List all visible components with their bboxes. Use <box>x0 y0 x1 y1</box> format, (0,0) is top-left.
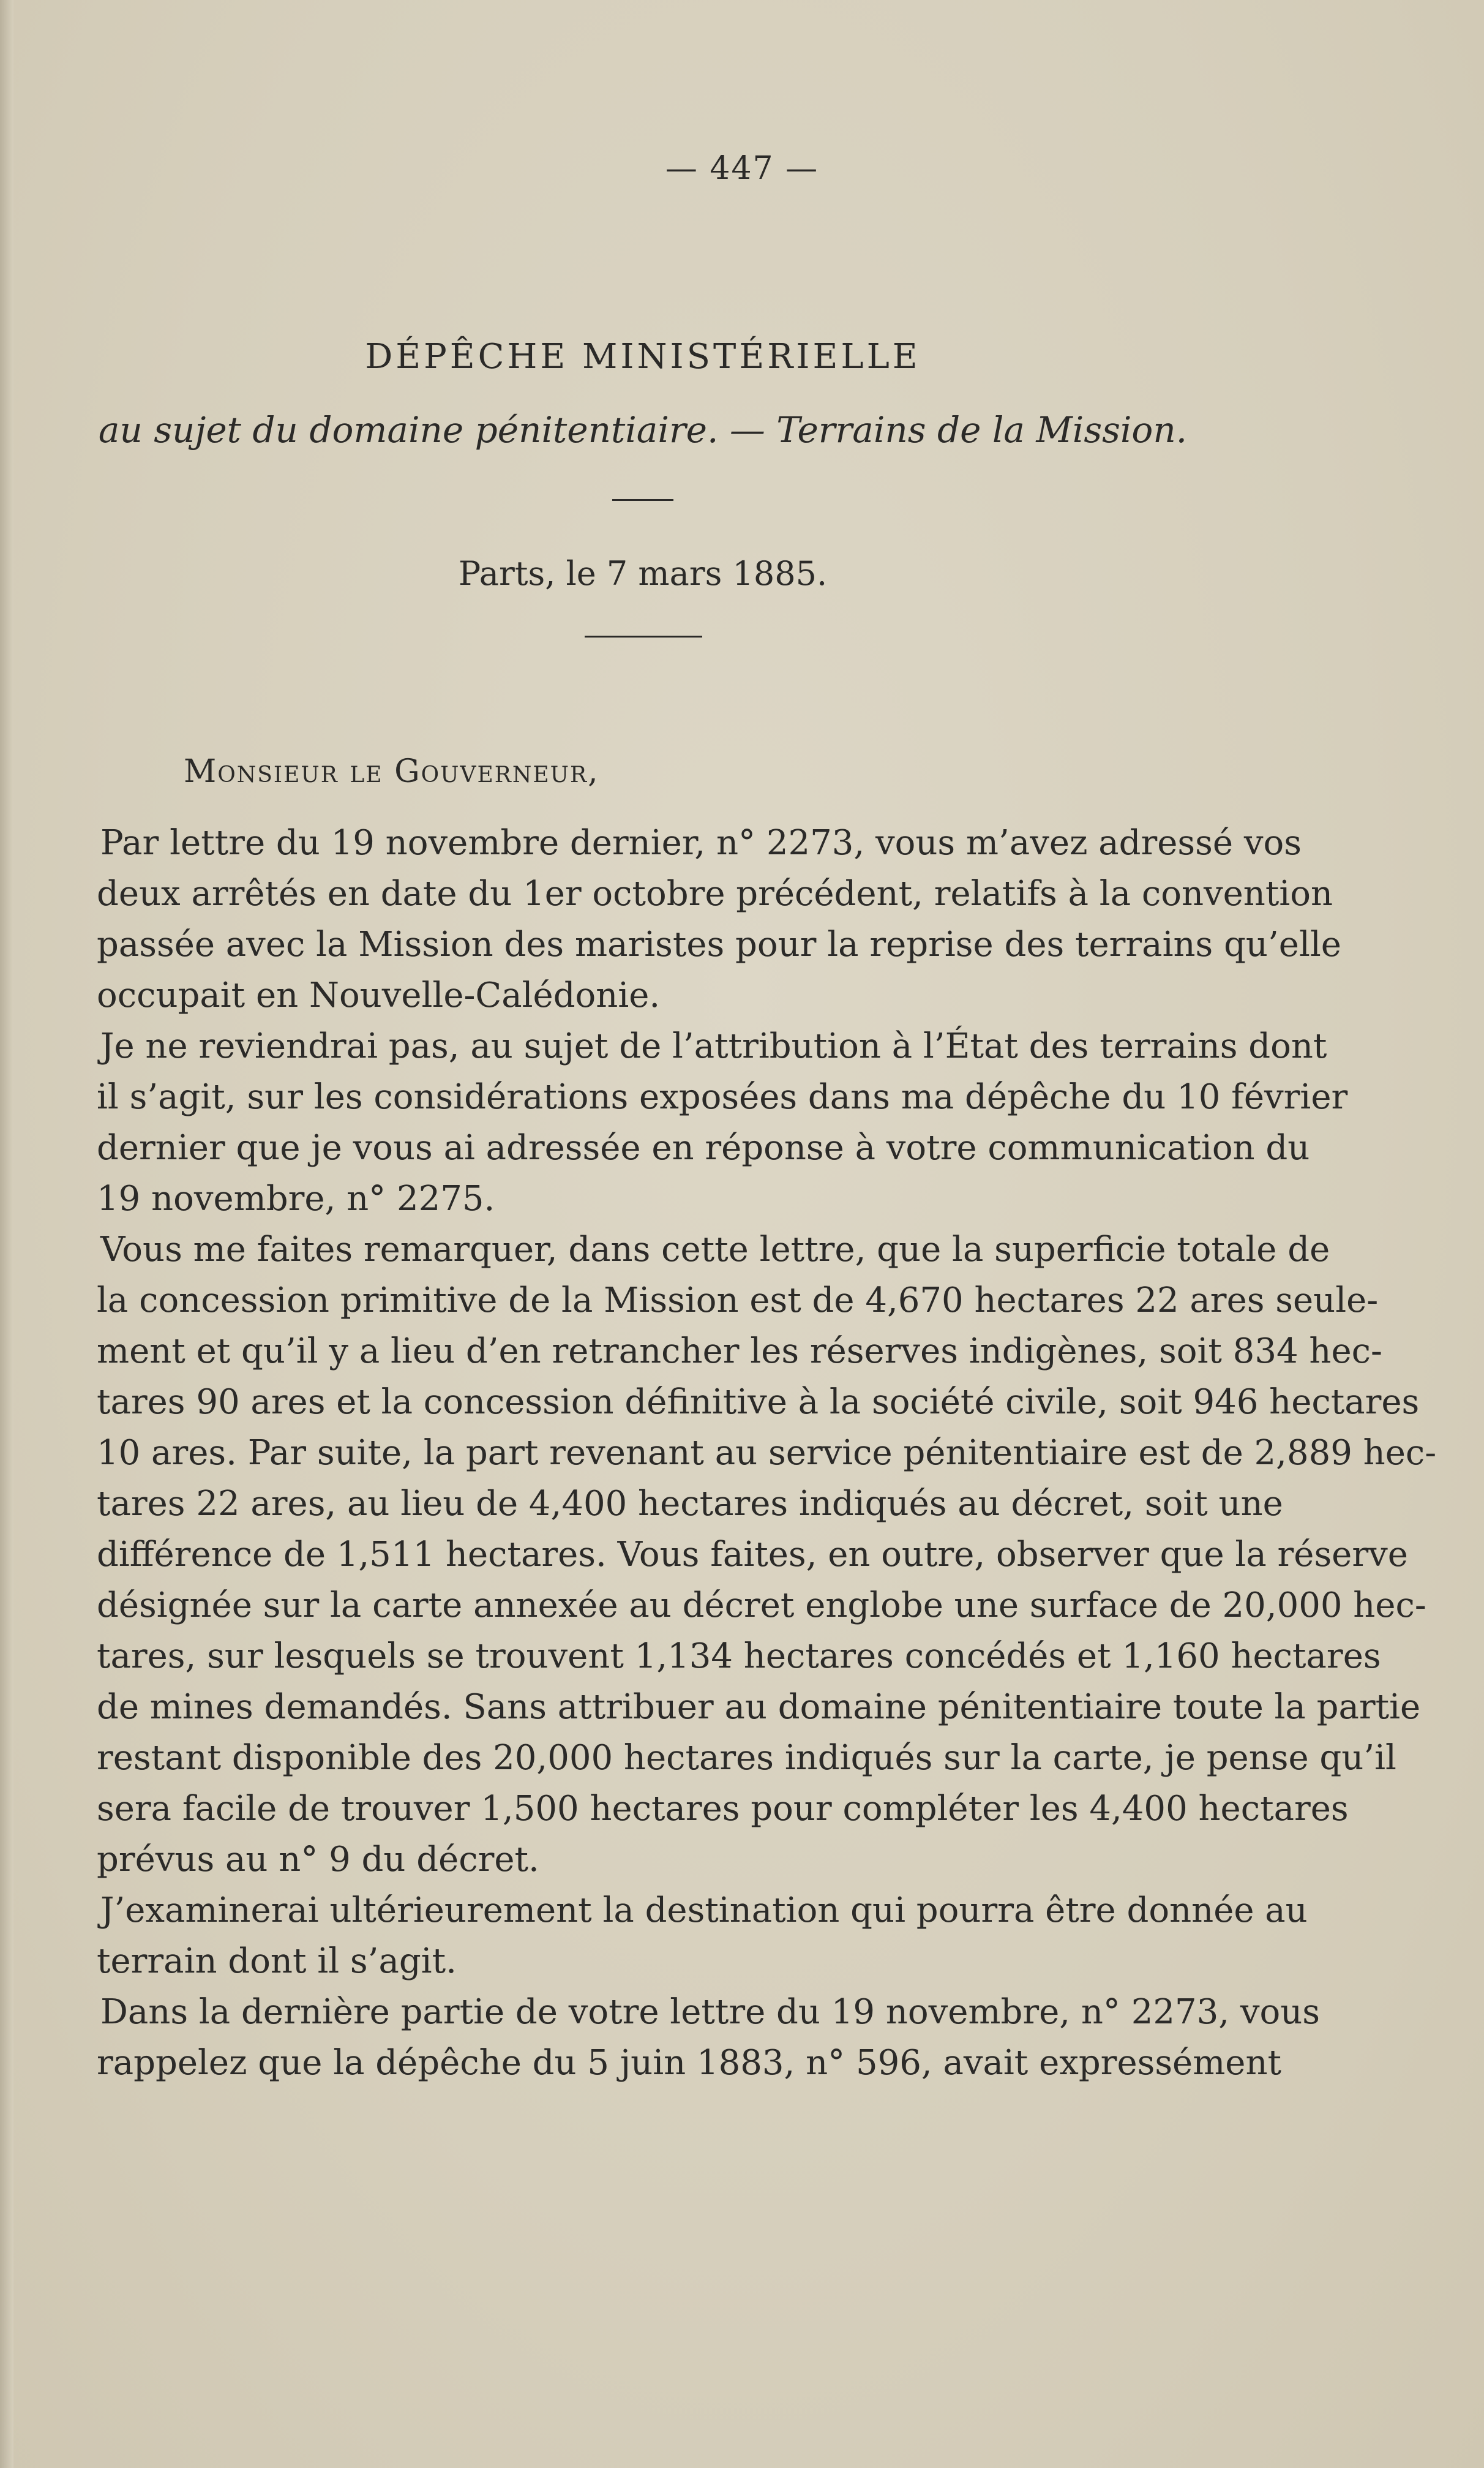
text-line: occupait en Nouvelle-Calédonie. <box>97 976 661 1015</box>
text-line: Vous me faites remarquer, dans cette lettre, que la superficie totale de <box>100 1230 1330 1270</box>
dateline: Parts, le 7 mars 1885. <box>458 554 828 593</box>
salutation: Monsieur le Gouverneur, <box>184 753 599 790</box>
paragraph-1 <box>97 818 1341 1021</box>
text-line: dernier que je vous ai adressée en réponse à votre communication du <box>97 1128 1310 1168</box>
text-line: 10 ares. Par suite, la part revenant au service pénitentiaire est de 2,889 hec- <box>97 1433 1437 1473</box>
text-line: sera facile de trouver 1,500 hectares pour compléter les 4,400 hectares <box>97 1789 1349 1829</box>
letter-body <box>97 818 1437 2088</box>
text-line: Dans la dernière partie de votre lettre du 19 novembre, n° 2273, vous <box>100 1992 1320 2032</box>
text-line: il s’agit, sur les considérations exposées dans ma dépêche du 10 février <box>97 1077 1348 1117</box>
text-line: prévus au n° 9 du décret. <box>97 1840 539 1879</box>
document-subtitle: au sujet du domaine pénitentiaire. — Terrains de la Mission. <box>98 409 1188 451</box>
text-line: Je ne reviendrai pas, au sujet de l’attribution à l’État des terrains dont <box>100 1026 1327 1066</box>
title-rule <box>612 499 673 501</box>
text-line: rappelez que la dépêche du 5 juin 1883, n° 596, avait expressément <box>97 2043 1282 2083</box>
document-title: DÉPÊCHE MINISTÉRIELLE <box>365 337 921 377</box>
paragraph-5 <box>97 1987 1320 2088</box>
text-line: 19 novembre, n° 2275. <box>97 1179 495 1219</box>
page-number: — 447 — <box>665 150 819 187</box>
text-line: restant disponible des 20,000 hectares indiqués sur la carte, je pense qu’il <box>97 1738 1396 1778</box>
text-line: Par lettre du 19 novembre dernier, n° 2273, vous m’avez adressé vos <box>100 823 1302 863</box>
dateline-rule <box>585 636 702 638</box>
text-line: terrain dont il s’agit. <box>97 1941 457 1981</box>
text-line: de mines demandés. Sans attribuer au domaine pénitentiaire toute la partie <box>97 1687 1421 1727</box>
text-line: deux arrêtés en date du 1er octobre précédent, relatifs à la convention <box>97 874 1333 914</box>
text-line: tares 22 ares, au lieu de 4,400 hectares indiqués au décret, soit une <box>97 1484 1283 1524</box>
text-line: tares 90 ares et la concession définitive à la société civile, soit 946 hectares <box>97 1382 1420 1422</box>
text-line: ment et qu’il y a lieu d’en retrancher les réserves indigènes, soit 834 hec- <box>97 1331 1382 1371</box>
text-line: passée avec la Mission des maristes pour la reprise des terrains qu’elle <box>97 925 1341 965</box>
text-line: la concession primitive de la Mission est de 4,670 hectares 22 ares seule- <box>97 1281 1379 1320</box>
text-line: désignée sur la carte annexée au décret englobe une surface de 20,000 hec- <box>97 1586 1426 1625</box>
text-line: J’examinerai ultérieurement la destination qui pourra être donnée au <box>100 1891 1308 1930</box>
paragraph-4 <box>97 1885 1308 1987</box>
text-line: différence de 1,511 hectares. Vous faites, en outre, observer que la réserve <box>97 1535 1408 1574</box>
paragraph-3 <box>97 1224 1437 1885</box>
text-line: tares, sur lesquels se trouvent 1,134 hectares concédés et 1,160 hectares <box>97 1636 1381 1676</box>
paragraph-2 <box>97 1021 1348 1224</box>
